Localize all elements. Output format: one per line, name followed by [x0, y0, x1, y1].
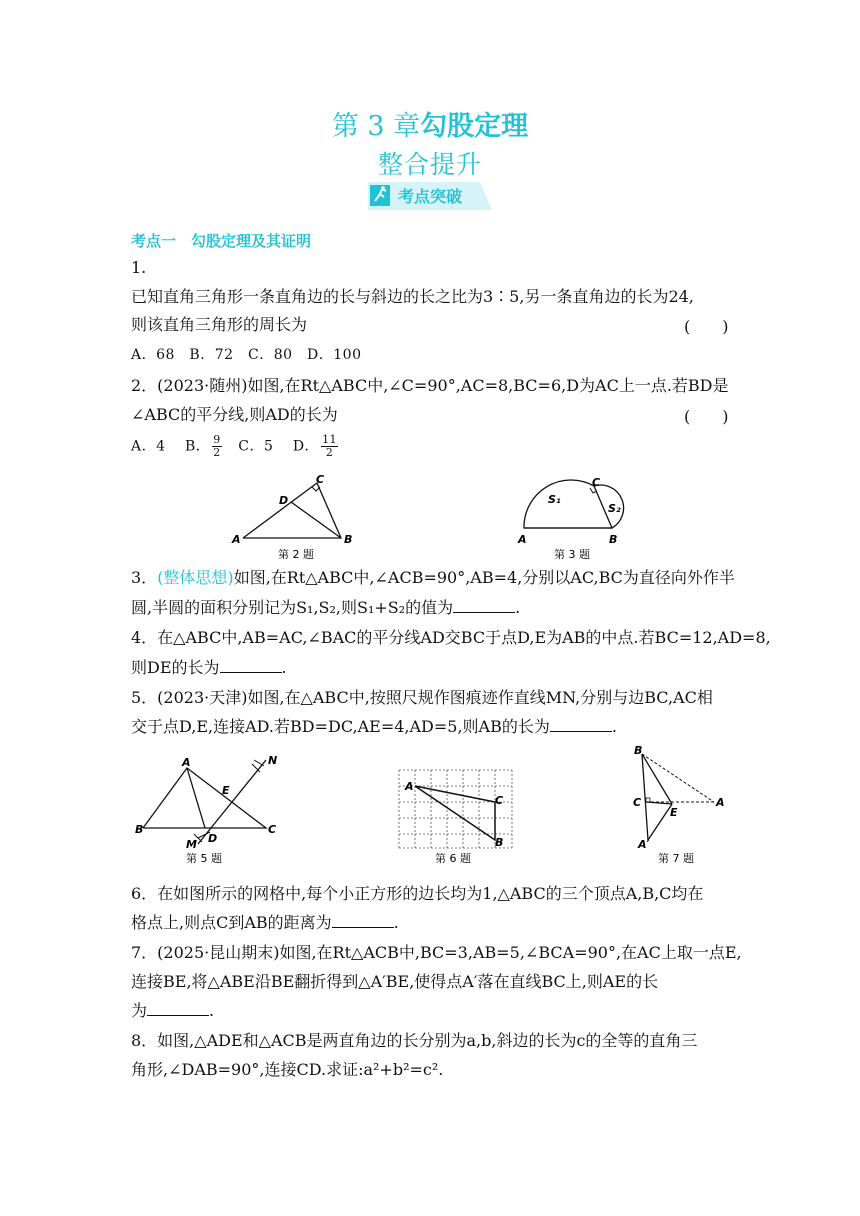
q1-line1: 已知直角三角形一条直角边的长与斜边的长之比为3∶5,另一条直角边的长为24, [131, 287, 694, 306]
figure-5-caption: 第 5 题 [186, 852, 222, 865]
q7-line3: 为 . [131, 1001, 215, 1020]
triangle-abc [143, 768, 266, 828]
q4-text2: 则DE的长为 [131, 658, 220, 677]
segment-be [642, 754, 672, 804]
q5-line2: 交于点D,E,连接AD.若BD=DC,AE=4,AD=5,则AB的长为 . [131, 717, 617, 736]
q2-frac-d: $\frac{11}{2}$ [322, 433, 338, 459]
label-b: B [344, 533, 353, 546]
label-d: D [208, 832, 218, 845]
label-c: C [495, 794, 504, 807]
q3-line1 [131, 567, 735, 589]
q6-answer-blank[interactable] [332, 913, 394, 928]
q3-text: 如图,在Rt△ABC中,∠ACB=90°,AB=4,分别以AC,BC为直径向外作半 [233, 568, 735, 587]
label-a: A [232, 533, 241, 546]
chapter-name: 勾股定理 [420, 111, 529, 142]
q3-tag: (整体思想) [157, 568, 234, 587]
chapter-title [0, 104, 860, 143]
q4-answer-blank[interactable] [220, 658, 282, 673]
label-a-prime: A′ [638, 838, 650, 851]
q6-line2: 格点上,则点C到AB的距离为 . [131, 913, 399, 932]
figure-7-caption: 第 7 题 [658, 852, 694, 865]
q1-number: 1. [131, 258, 147, 277]
label-d: D [279, 494, 289, 507]
arc-mark-n [252, 760, 264, 772]
section-heading: 考点一 勾股定理及其证明 [131, 232, 312, 250]
q1-line2: 则该直角三角形的周长为 [131, 315, 308, 334]
right-angle-mark [312, 487, 320, 491]
label-b: B [634, 744, 643, 757]
q2-line2: ∠ABC的平分线,则AD的长为 [131, 405, 338, 424]
q3-number: 3． [131, 568, 158, 587]
q1-options: A．68 B．72 C．80 D．100 [131, 347, 362, 363]
q8-line2: 角形,∠DAB=90°,连接CD.求证:a²+b²=c². [131, 1060, 444, 1079]
section-banner [368, 182, 492, 210]
q3-text2: 圆,半圆的面积分别记为S₁,S₂,则S₁+S₂的值为 [131, 598, 454, 617]
triangle-abc [415, 786, 495, 840]
label-a: A [716, 796, 725, 809]
label-c: C [633, 796, 642, 809]
label-s2: S₂ [608, 502, 621, 515]
label-a: A [518, 533, 527, 546]
q2-opt-c: C．5 D． [223, 438, 320, 455]
q2-opt-a: A．4 B． [131, 438, 211, 455]
figure-3-caption: 第 3 题 [554, 548, 590, 561]
figure-6-caption: 第 6 题 [435, 852, 471, 865]
segment-ad [187, 768, 205, 828]
label-b: B [495, 836, 504, 849]
segment-ea2 [648, 804, 672, 840]
label-c: C [316, 473, 325, 486]
q2-answer-paren: ( ) [684, 407, 729, 426]
segment-ab [642, 754, 714, 802]
label-e: E [222, 784, 230, 797]
label-s1: S₁ [548, 493, 561, 506]
q7-answer-blank[interactable] [147, 1001, 209, 1016]
label-b: B [609, 533, 618, 546]
q7-line2: 连接BE,将△ABE沿BE翻折得到△A′BE,使得点A′落在直线BC上,则AE的长 [131, 972, 659, 991]
subtitle: 整合提升 [377, 150, 482, 179]
label-n: N [268, 754, 278, 767]
figure-2 [226, 470, 376, 562]
q2-frac-b: $\frac{9}{2}$ [213, 433, 221, 459]
figure-2-caption: 第 2 题 [278, 548, 314, 561]
q3-answer-blank[interactable] [453, 598, 515, 613]
label-c: C [268, 823, 277, 836]
label-c: C [592, 476, 601, 489]
figure-3 [512, 470, 662, 562]
q5-answer-blank[interactable] [550, 717, 612, 732]
label-b: B [135, 823, 144, 836]
banner-label: 考点突破 [398, 187, 463, 206]
line-bc [642, 754, 648, 840]
chapter-prefix: 第 3 章 [331, 111, 421, 142]
q6-text2: 格点上,则点C到AB的距离为 [131, 913, 332, 932]
figure-5 [130, 750, 290, 866]
triangle-abc [243, 483, 341, 538]
q8-line1: 8．如图,△ADE和△ACB是两直角边的长分别为a,b,斜边的长为c的全等的直角三 [131, 1031, 698, 1050]
label-a: A [182, 756, 191, 769]
q3-line2: 圆,半圆的面积分别记为S₁,S₂,则S₁+S₂的值为 . [131, 598, 521, 617]
q4-line1: 4．在△ABC中,AB=AC,∠BAC的平分线AD交BC于点D,E为AB的中点.若BC=12,AD=8, [131, 628, 771, 647]
label-m: M [186, 838, 197, 851]
q7-line1: 7．(2025·昆山期末)如图,在Rt△ACB中,BC=3,AB=5,∠BCA=90°,在AC上取一点E, [131, 943, 742, 962]
label-e: E [670, 806, 678, 819]
q7-text3: 为 [131, 1001, 148, 1020]
figure-6 [395, 766, 517, 866]
label-a: A [405, 780, 414, 793]
q5-line1: 5．(2023·天津)如图,在△ABC中,按照尺规作图痕迹作直线MN,分别与边BC,AC相 [131, 688, 713, 707]
q6-line1: 6．在如图所示的网格中,每个小正方形的边长均为1,△ABC的三个顶点A,B,C均在 [131, 884, 704, 903]
q5-text2: 交于点D,E,连接AD.若BD=DC,AE=4,AD=5,则AB的长为 [131, 717, 550, 736]
figure-7 [628, 740, 738, 866]
q1-answer-paren: ( ) [684, 317, 729, 336]
q2-line1: 2．(2023·随州)如图,在Rt△ABC中,∠C=90°,AC=8,BC=6,D为AC上一点.若BD是 [131, 376, 729, 395]
q2-options [131, 434, 340, 459]
q4-line2: 则DE的长为 . [131, 658, 287, 677]
